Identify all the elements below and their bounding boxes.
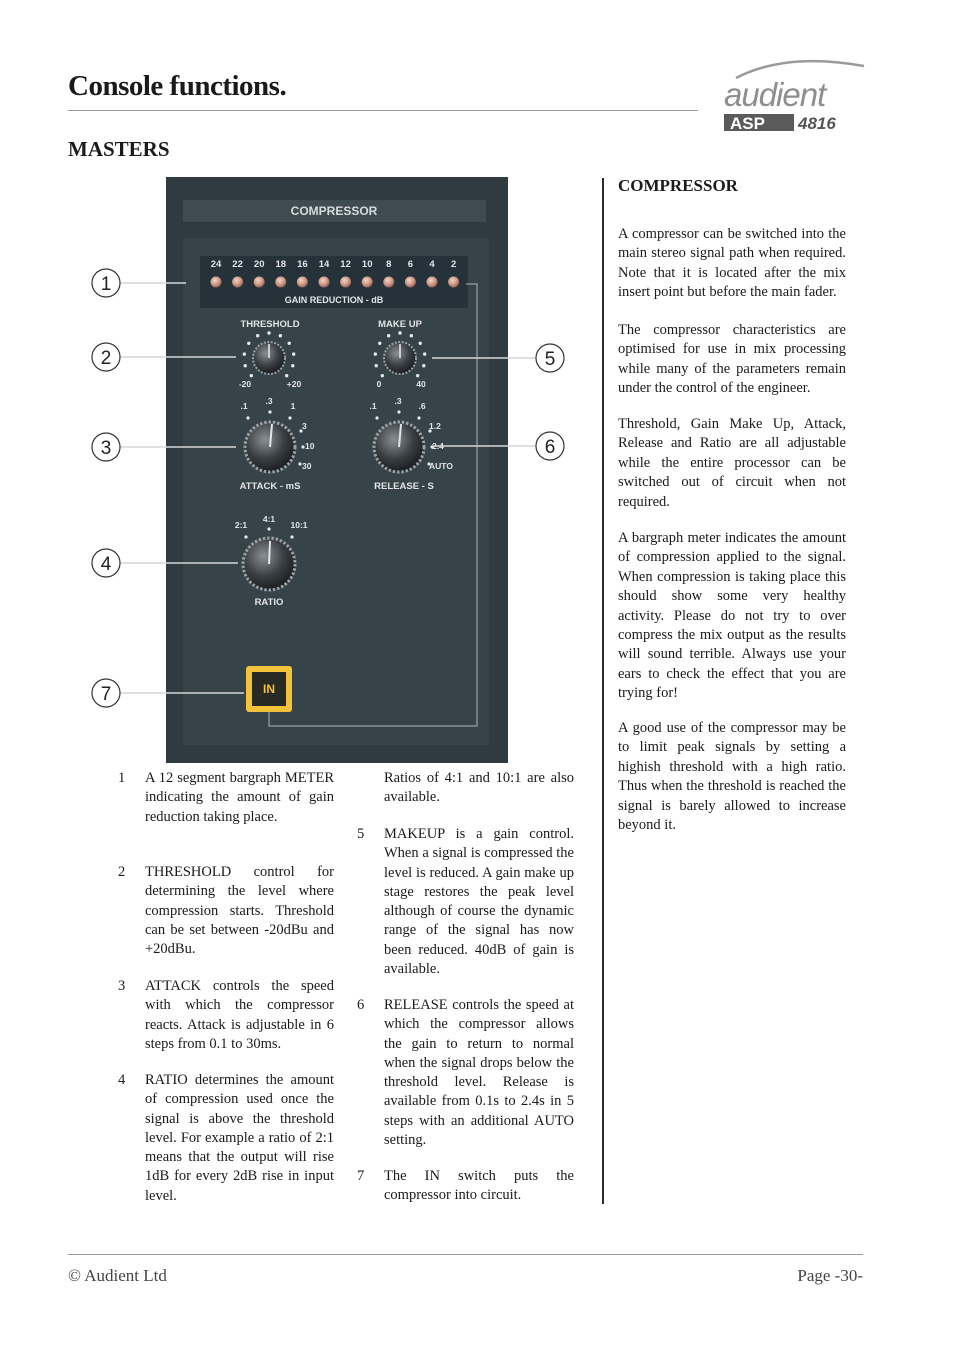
item-number: 5	[357, 826, 365, 842]
tick-label: .3	[394, 396, 402, 406]
item-number: 2	[118, 864, 126, 880]
item-number: 6	[357, 997, 365, 1013]
scale-dot	[374, 352, 377, 355]
scale-dot	[378, 342, 381, 345]
meter-led	[275, 277, 286, 288]
description-item-4-continued: Ratios of 4:1 and 10:1 are also available.	[384, 770, 574, 806]
scale-dot	[244, 364, 247, 367]
scale-dot	[375, 364, 378, 367]
right-paragraph-1: A compressor can be switched into the main stereo signal path when required. Note that it is located after the mix insert point but before the main fader.	[618, 226, 846, 301]
panel-inner	[183, 238, 489, 745]
logo-brand: audient	[724, 76, 826, 113]
meter-scale-label: 4	[429, 259, 435, 270]
tick-dot	[288, 416, 291, 419]
meter-led	[405, 277, 416, 288]
tick-dot	[246, 416, 249, 419]
meter-scale-label: 22	[232, 259, 243, 270]
tick-label: 2:1	[234, 520, 248, 530]
item-text: THRESHOLD control for determining the level where compression starts. Threshold can be set between -20dBu and +20dBu.	[145, 864, 334, 958]
tick-label: 2.4	[432, 441, 444, 451]
meter-scale-label: 6	[407, 259, 414, 270]
meter-scale-label: 20	[253, 259, 265, 270]
tick-label: 30	[302, 461, 312, 471]
scale-dot	[410, 334, 413, 337]
tick-label: .3	[265, 396, 273, 406]
right-paragraph-2: The compressor characteristics are optimised for use in mix processing while many of the parameters remain under the control of the engineer.	[618, 322, 846, 397]
right-column-divider	[602, 178, 604, 1204]
item-text: A 12 segment bargraph METER indicating the amount of gain reduction taking place.	[145, 770, 334, 825]
threshold-label: THRESHOLD	[240, 319, 300, 330]
callout-number: 7	[100, 684, 112, 705]
tick-label: .6	[418, 401, 426, 411]
meter-led	[427, 277, 438, 288]
right-paragraph-3: Threshold, Gain Make Up, Attack, Release and Ratio are all adjustable while the entire processor can be switched out of circuit when not required.	[618, 416, 846, 510]
section-heading: MASTERS	[68, 137, 170, 161]
item-number: 4	[118, 1072, 126, 1088]
scale-dot	[288, 342, 291, 345]
scale-dot	[279, 334, 282, 337]
tick-dot	[267, 527, 270, 530]
tick-dot	[397, 410, 400, 413]
meter-led	[383, 277, 394, 288]
scale-dot	[387, 334, 390, 337]
tick-label: .1	[369, 401, 377, 411]
scale-dot	[398, 331, 401, 334]
meter-scale-label: 12	[340, 259, 351, 270]
attack-label: ATTACK - mS	[239, 481, 301, 492]
meter-led	[362, 277, 373, 288]
release-label: RELEASE - S	[374, 481, 434, 492]
item-text: RELEASE controls the speed at which the compressor allows the gain to return to normal when the signal drops below the threshold level. Release is available from 0.1s to 2.4s in 5 steps with an additional AUTO setting.	[384, 997, 574, 1149]
right-paragraph-4: A bargraph meter indicates the amount of compression applied to the signal. When compression is taking place this should show some very healthy activity. Please do not try to over compress the mix output as the results will sound terrible. Always use your ears to check the effect that you are trying for!	[618, 530, 846, 702]
scale-dot	[243, 352, 246, 355]
callout-number: 3	[100, 438, 112, 459]
ratio-label: RATIO	[254, 597, 284, 608]
tick-dot	[268, 410, 271, 413]
title-divider	[68, 110, 698, 111]
item-text: RATIO determines the amount of compression used once the signal is above the threshold level. For example a ratio of 2:1 means that the output will rise 1dB for every 2dB rise in input level.	[145, 1072, 334, 1204]
logo-model-right: 4816	[798, 114, 836, 133]
scale-dot	[292, 352, 295, 355]
threshold-max: +20	[286, 379, 302, 389]
callout-number: 4	[100, 554, 112, 575]
tick-label: 3	[302, 421, 307, 431]
scale-dot	[247, 342, 250, 345]
tick-dot	[375, 416, 378, 419]
meter-scale-label: 16	[297, 259, 308, 270]
meter-scale-label: 24	[210, 259, 222, 270]
makeup-max: 40	[416, 379, 426, 389]
callout-number: 1	[100, 274, 112, 295]
scale-dot	[423, 352, 426, 355]
meter-led	[448, 277, 459, 288]
in-switch-label: IN	[263, 682, 275, 696]
tick-dot	[417, 416, 420, 419]
meter-led	[319, 277, 330, 288]
scale-dot	[256, 334, 259, 337]
page-title: Console functions.	[68, 70, 287, 102]
tick-label: 4:1	[262, 514, 276, 524]
meter-label: GAIN REDUCTION - dB	[284, 295, 384, 305]
scale-dot	[381, 374, 384, 377]
item-text: The IN switch puts the compressor into circuit.	[384, 1168, 574, 1204]
callout-number: 6	[544, 437, 556, 458]
meter-scale-label: 8	[386, 259, 392, 270]
meter-scale-label: 14	[318, 259, 330, 270]
makeup-min: 0	[376, 379, 382, 389]
meter-scale-label: 2	[450, 259, 457, 270]
footer-divider	[68, 1254, 863, 1255]
makeup-label: MAKE UP	[378, 319, 422, 330]
right-column-heading: COMPRESSOR	[618, 176, 738, 195]
tick-label: 1.2	[429, 421, 441, 431]
panel-title: COMPRESSOR	[290, 204, 378, 218]
item-text: ATTACK controls the speed with which the compressor reacts. Attack is adjustable in 6 steps from 0.1 to 30ms.	[145, 978, 334, 1052]
tick-label: .1	[240, 401, 248, 411]
footer-page-number: Page -30-	[797, 1266, 863, 1285]
tick-label: AUTO	[429, 461, 453, 471]
right-paragraph-5: A good use of the compressor may be to limit peak signals by setting a highish threshold with a high ratio. Thus when the threshold is reached the signal is barely allowed to increase beyond it.	[618, 720, 846, 834]
item-number: 7	[357, 1168, 365, 1184]
callout-number: 2	[100, 348, 112, 369]
footer-copyright: © Audient Ltd	[68, 1266, 167, 1285]
meter-scale-label: 18	[275, 259, 287, 270]
item-number: 3	[118, 978, 126, 994]
audient-logo	[716, 56, 868, 134]
scale-dot	[422, 364, 425, 367]
tick-label: 10:1	[290, 520, 308, 530]
callout-number: 5	[544, 349, 556, 370]
tick-dot	[244, 535, 247, 538]
meter-led	[340, 277, 351, 288]
tick-dot	[290, 535, 293, 538]
meter-scale-label: 10	[361, 259, 373, 270]
tick-label: 10	[305, 441, 315, 451]
item-text: MAKEUP is a gain control. When a signal is compressed the level is reduced. A gain make up stage restores the peak level although of course the dynamic range of the signal has now been reduced. 40dB of gain is available.	[384, 826, 574, 978]
meter-led	[254, 277, 265, 288]
item-number: 1	[118, 770, 126, 786]
scale-dot	[291, 364, 294, 367]
meter-led	[211, 277, 222, 288]
logo-model-left: ASP	[730, 114, 765, 133]
meter-led	[232, 277, 243, 288]
scale-dot	[285, 374, 288, 377]
threshold-min: -20	[238, 379, 252, 389]
scale-dot	[416, 374, 419, 377]
scale-dot	[250, 374, 253, 377]
meter-led	[297, 277, 308, 288]
compressor-panel-illustration	[88, 177, 568, 763]
scale-dot	[267, 331, 270, 334]
scale-dot	[419, 342, 422, 345]
tick-label: 1	[290, 401, 296, 411]
